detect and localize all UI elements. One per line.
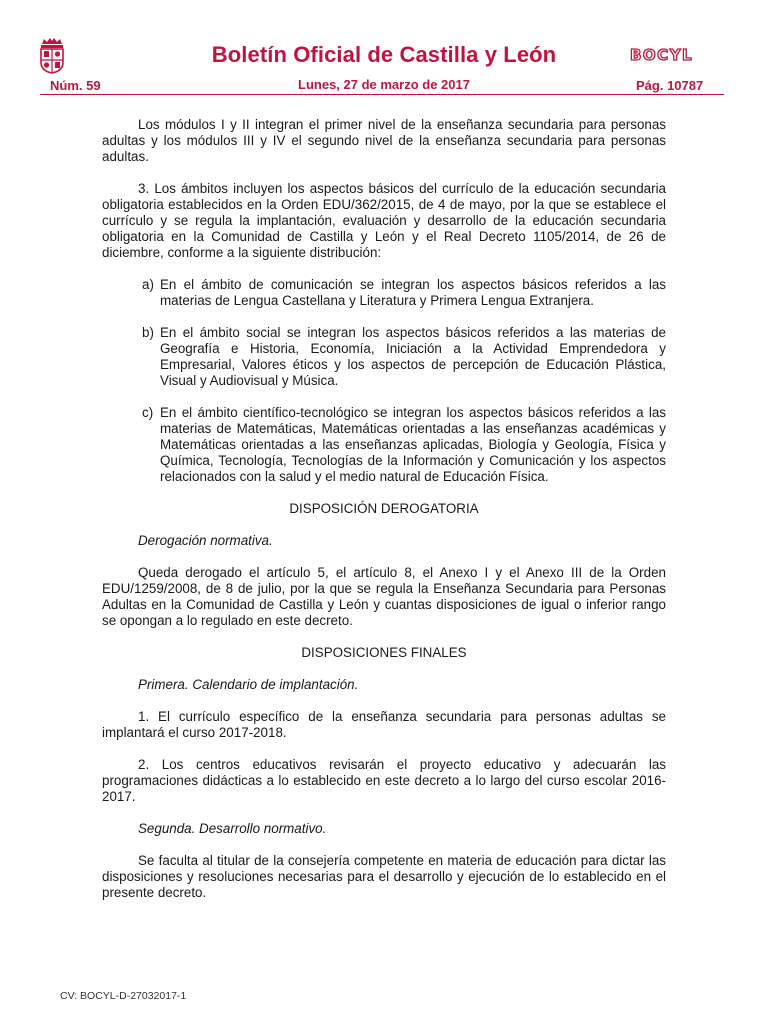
- list-item-text: En el ámbito social se integran los aspectos básicos referidos a las materias de Geografía e Historia, Economía, Iniciación a la Actividad Emprendedora y Empresarial, Valores éticos y los aspectos de percepción de Educación Plástica, Visual y Audiovisual y Música.: [160, 325, 666, 388]
- list-item: [102, 405, 666, 485]
- issue-date: Lunes, 27 de marzo de 2017: [298, 77, 470, 92]
- issue-number: Núm. 59: [50, 78, 101, 93]
- section-heading: DISPOSICIÓN DEROGATORIA: [289, 501, 479, 516]
- document-body: [102, 117, 666, 917]
- section-subheading: Derogación normativa.: [138, 533, 273, 548]
- paragraph: Los módulos I y II integran el primer nivel de la enseñanza secundaria para personas adultas y los módulos III y IV el segundo nivel de la enseñanza secundaria para personas adultas.: [102, 117, 666, 164]
- cv-code: CV: BOCYL-D-27032017-1: [60, 990, 187, 1002]
- section-subheading: Primera. Calendario de implantación.: [138, 677, 359, 692]
- paragraph: Se faculta al titular de la consejería competente en materia de educación para dictar las disposiciones y resoluciones necesarias para el desarrollo y ejecución de lo establecido en el presente decreto.: [102, 853, 666, 900]
- list-marker: b): [142, 325, 154, 340]
- list-marker: c): [142, 405, 154, 420]
- bulletin-title: Boletín Oficial de Castilla y León: [211, 42, 557, 67]
- list-item-text: En el ámbito de comunicación se integran los aspectos básicos referidos a las materias de Lengua Castellana y Literatura y Primera Lengua Extranjera.: [160, 277, 666, 308]
- page-number: Pág. 10787: [636, 78, 704, 93]
- header-divider: [40, 94, 724, 95]
- section-heading: DISPOSICIONES FINALES: [301, 645, 467, 660]
- page-header: [0, 0, 768, 110]
- list-item: [102, 277, 666, 309]
- list-item-text: En el ámbito científico-tecnológico se integran los aspectos básicos referidos a las materias de Matemáticas, Matemáticas orientadas a las enseñanzas académicas y Matemáticas orientadas a las enseñanzas aplicadas, Biología y Geología, Física y Química, Tecnología, Tecnologías de la Información y Comunicación y los aspectos relacionados con la salud y el medio natural de Educación Física.: [160, 405, 666, 484]
- list-marker: a): [142, 277, 154, 292]
- paragraph: 3. Los ámbitos incluyen los aspectos básicos del currículo de la educación secundaria obligatoria establecidos en la Orden EDU/362/2015, de 4 de mayo, por la que se establece el currículo y se regula la implantación, evaluación y desarrollo de la educación secundaria obligatoria en la Comunidad de Castilla y León y el Real Decreto 1105/2014, de 26 de diciembre, conforme a la siguiente distribución:: [102, 181, 666, 260]
- bocyl-logo: BOCYL: [630, 46, 694, 64]
- paragraph: Queda derogado el artículo 5, el artículo 8, el Anexo I y el Anexo III de la Orden EDU/1259/2008, de 8 de julio, por la que se regula la Enseñanza Secundaria para Personas Adultas en la Comunidad de Castilla y León y cuantas disposiciones de igual o inferior rango se opongan a lo regulado en este decreto.: [102, 565, 666, 628]
- list-item: [102, 325, 666, 389]
- paragraph: 2. Los centros educativos revisarán el proyecto educativo y adecuarán las programaciones didácticas a lo establecido en este decreto a lo largo del curso escolar 2016-2017.: [102, 757, 666, 804]
- paragraph: 1. El currículo específico de la enseñanza secundaria para personas adultas se implantará el curso 2017-2018.: [102, 709, 666, 740]
- section-subheading: Segunda. Desarrollo normativo.: [138, 821, 327, 836]
